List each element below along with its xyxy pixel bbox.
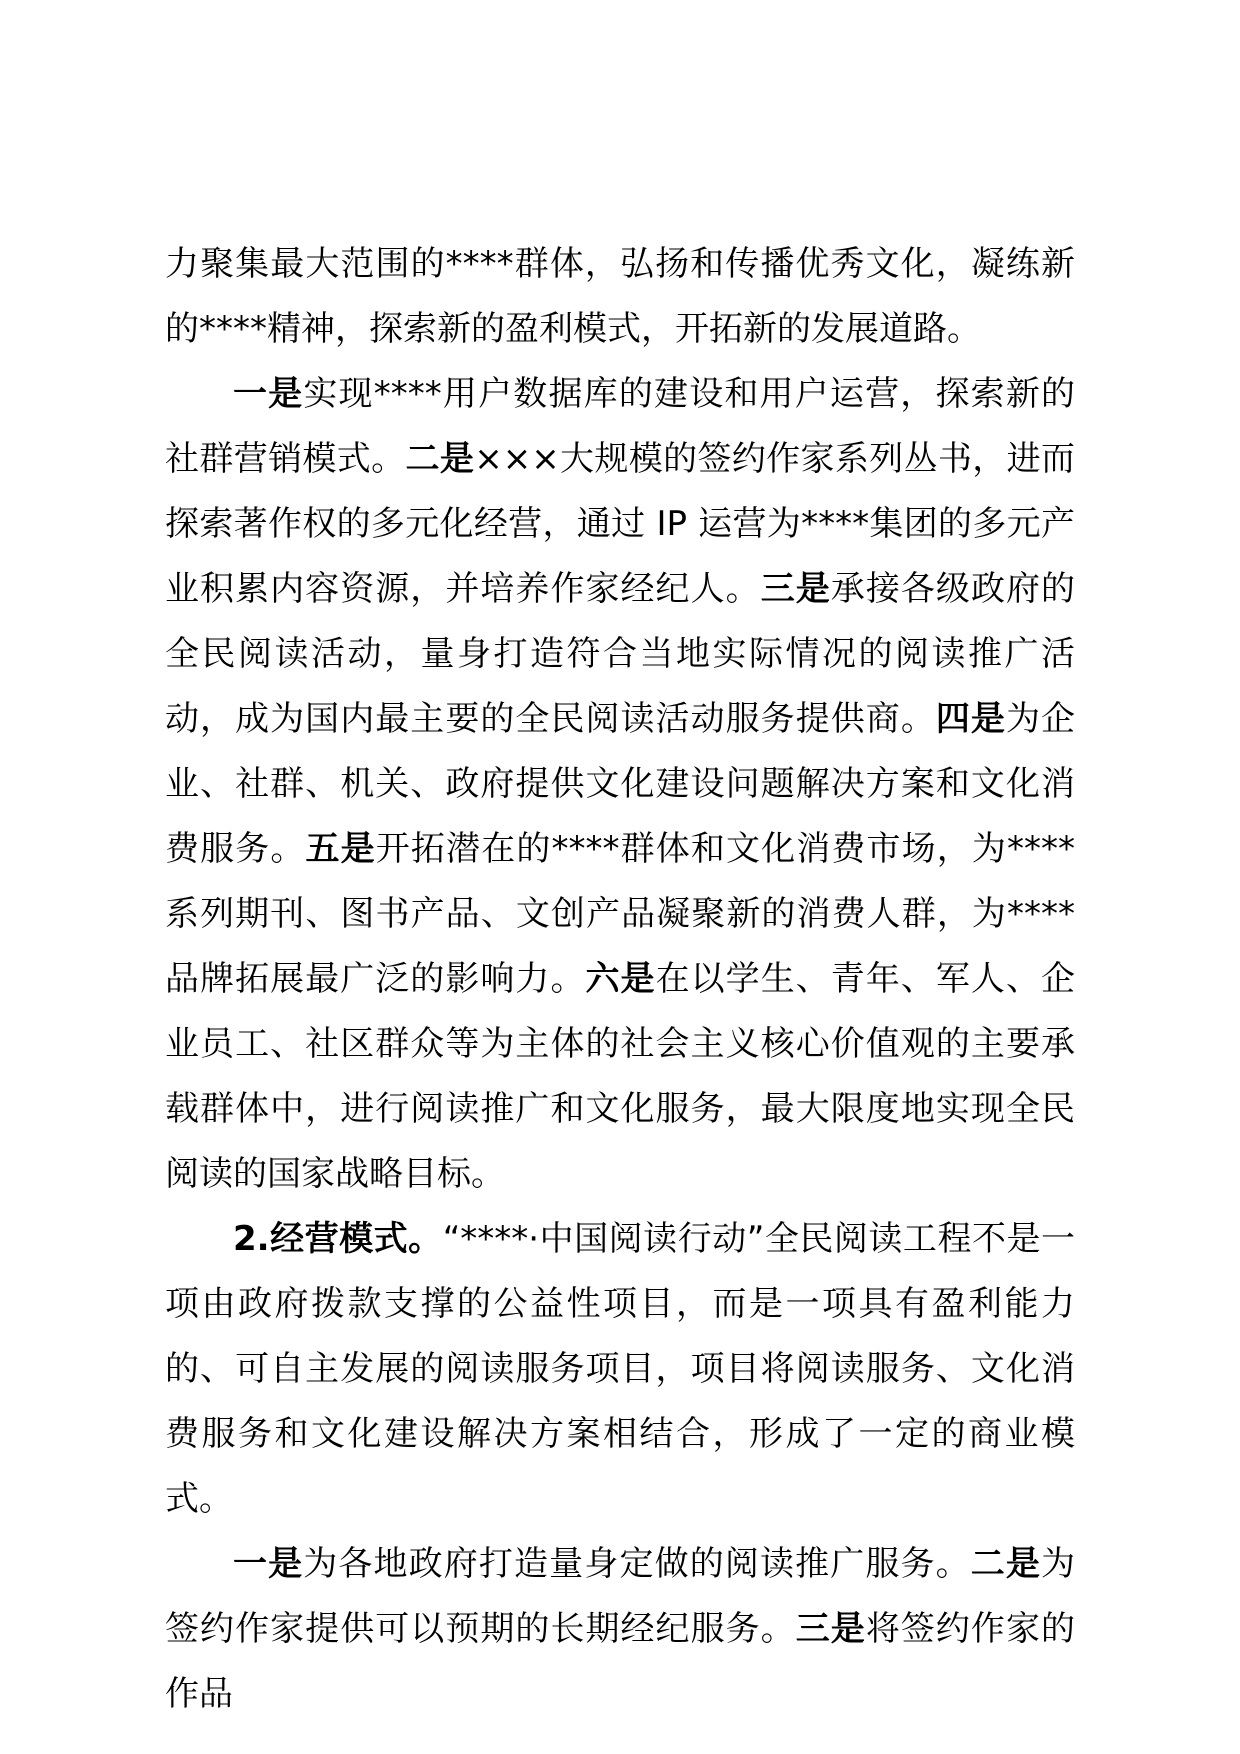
body-text: 开拓潜在的****群体和文化消费市场，为****系列期刊、图书产品、文创产品凝聚新的消费人群，为****品牌拓展最广泛的影响力。 — [165, 829, 1076, 999]
body-text: 力聚集最大范围的****群体，弘扬和传播优秀文化，凝练新的****精神，探索新的盈利模式，开拓新的发展道路。 — [165, 244, 1075, 349]
body-text: 为企业、社群、机关、政府提供文化建设问题解决方案和文化消费服务。 — [165, 699, 1076, 869]
item-marker-fifth: 五是 — [305, 829, 376, 869]
body-text: “****·中国阅读行动”全民阅读工程不是一项由政府拨款支撑的公益性项目，而是一项具有盈利能力的、可自主发展的阅读服务项目，项目将阅读服务、文化消费服务和文化建设解决方案相结合，形成了一定的商业模式。 — [165, 1219, 1075, 1519]
body-text: 承接各级政府的全民阅读活动，量身打造符合当地实际情况的阅读推广活动，成为国内最主要的全民阅读活动服务提供商。 — [165, 569, 1076, 739]
body-text: ×××大规模的签约作家系列丛书，进而探索著作权的多元化经营，通过 IP 运营为****集团的多元产业积累内容资源，并培养作家经纪人。 — [165, 439, 1076, 609]
section-heading: 2.经营模式。 — [233, 1219, 443, 1259]
item-marker-fourth: 四是 — [935, 699, 1006, 739]
item-marker-first: 一是 — [233, 1544, 304, 1584]
body-text: 实现****用户数据库的建设和用户运营，探索新的社群营销模式。 — [165, 374, 1076, 479]
item-marker-first: 一是 — [233, 374, 304, 414]
item-marker-third: 三是 — [795, 1609, 866, 1649]
body-text: 为签约作家提供可以预期的长期经纪服务。 — [165, 1544, 1076, 1649]
paragraph-continuation — [165, 232, 1075, 362]
body-text: 将签约作家的作品 — [165, 1609, 1076, 1714]
item-marker-third: 三是 — [760, 569, 831, 609]
item-marker-second: 二是 — [405, 439, 475, 479]
item-marker-sixth: 六是 — [585, 959, 656, 999]
body-text: 在以学生、青年、军人、企业员工、社区群众等为主体的社会主义核心价值观的主要承载群体中，进行阅读推广和文化服务，最大限度地实现全民阅读的国家战略目标。 — [165, 959, 1076, 1194]
item-marker-second: 二是 — [970, 1544, 1042, 1584]
paragraph-services — [165, 1532, 1075, 1727]
paragraph-business-model — [165, 1207, 1075, 1532]
document-page — [165, 232, 1075, 1727]
body-text: 为各地政府打造量身定做的阅读推广服务。 — [303, 1544, 971, 1584]
paragraph-goals — [165, 362, 1075, 1207]
